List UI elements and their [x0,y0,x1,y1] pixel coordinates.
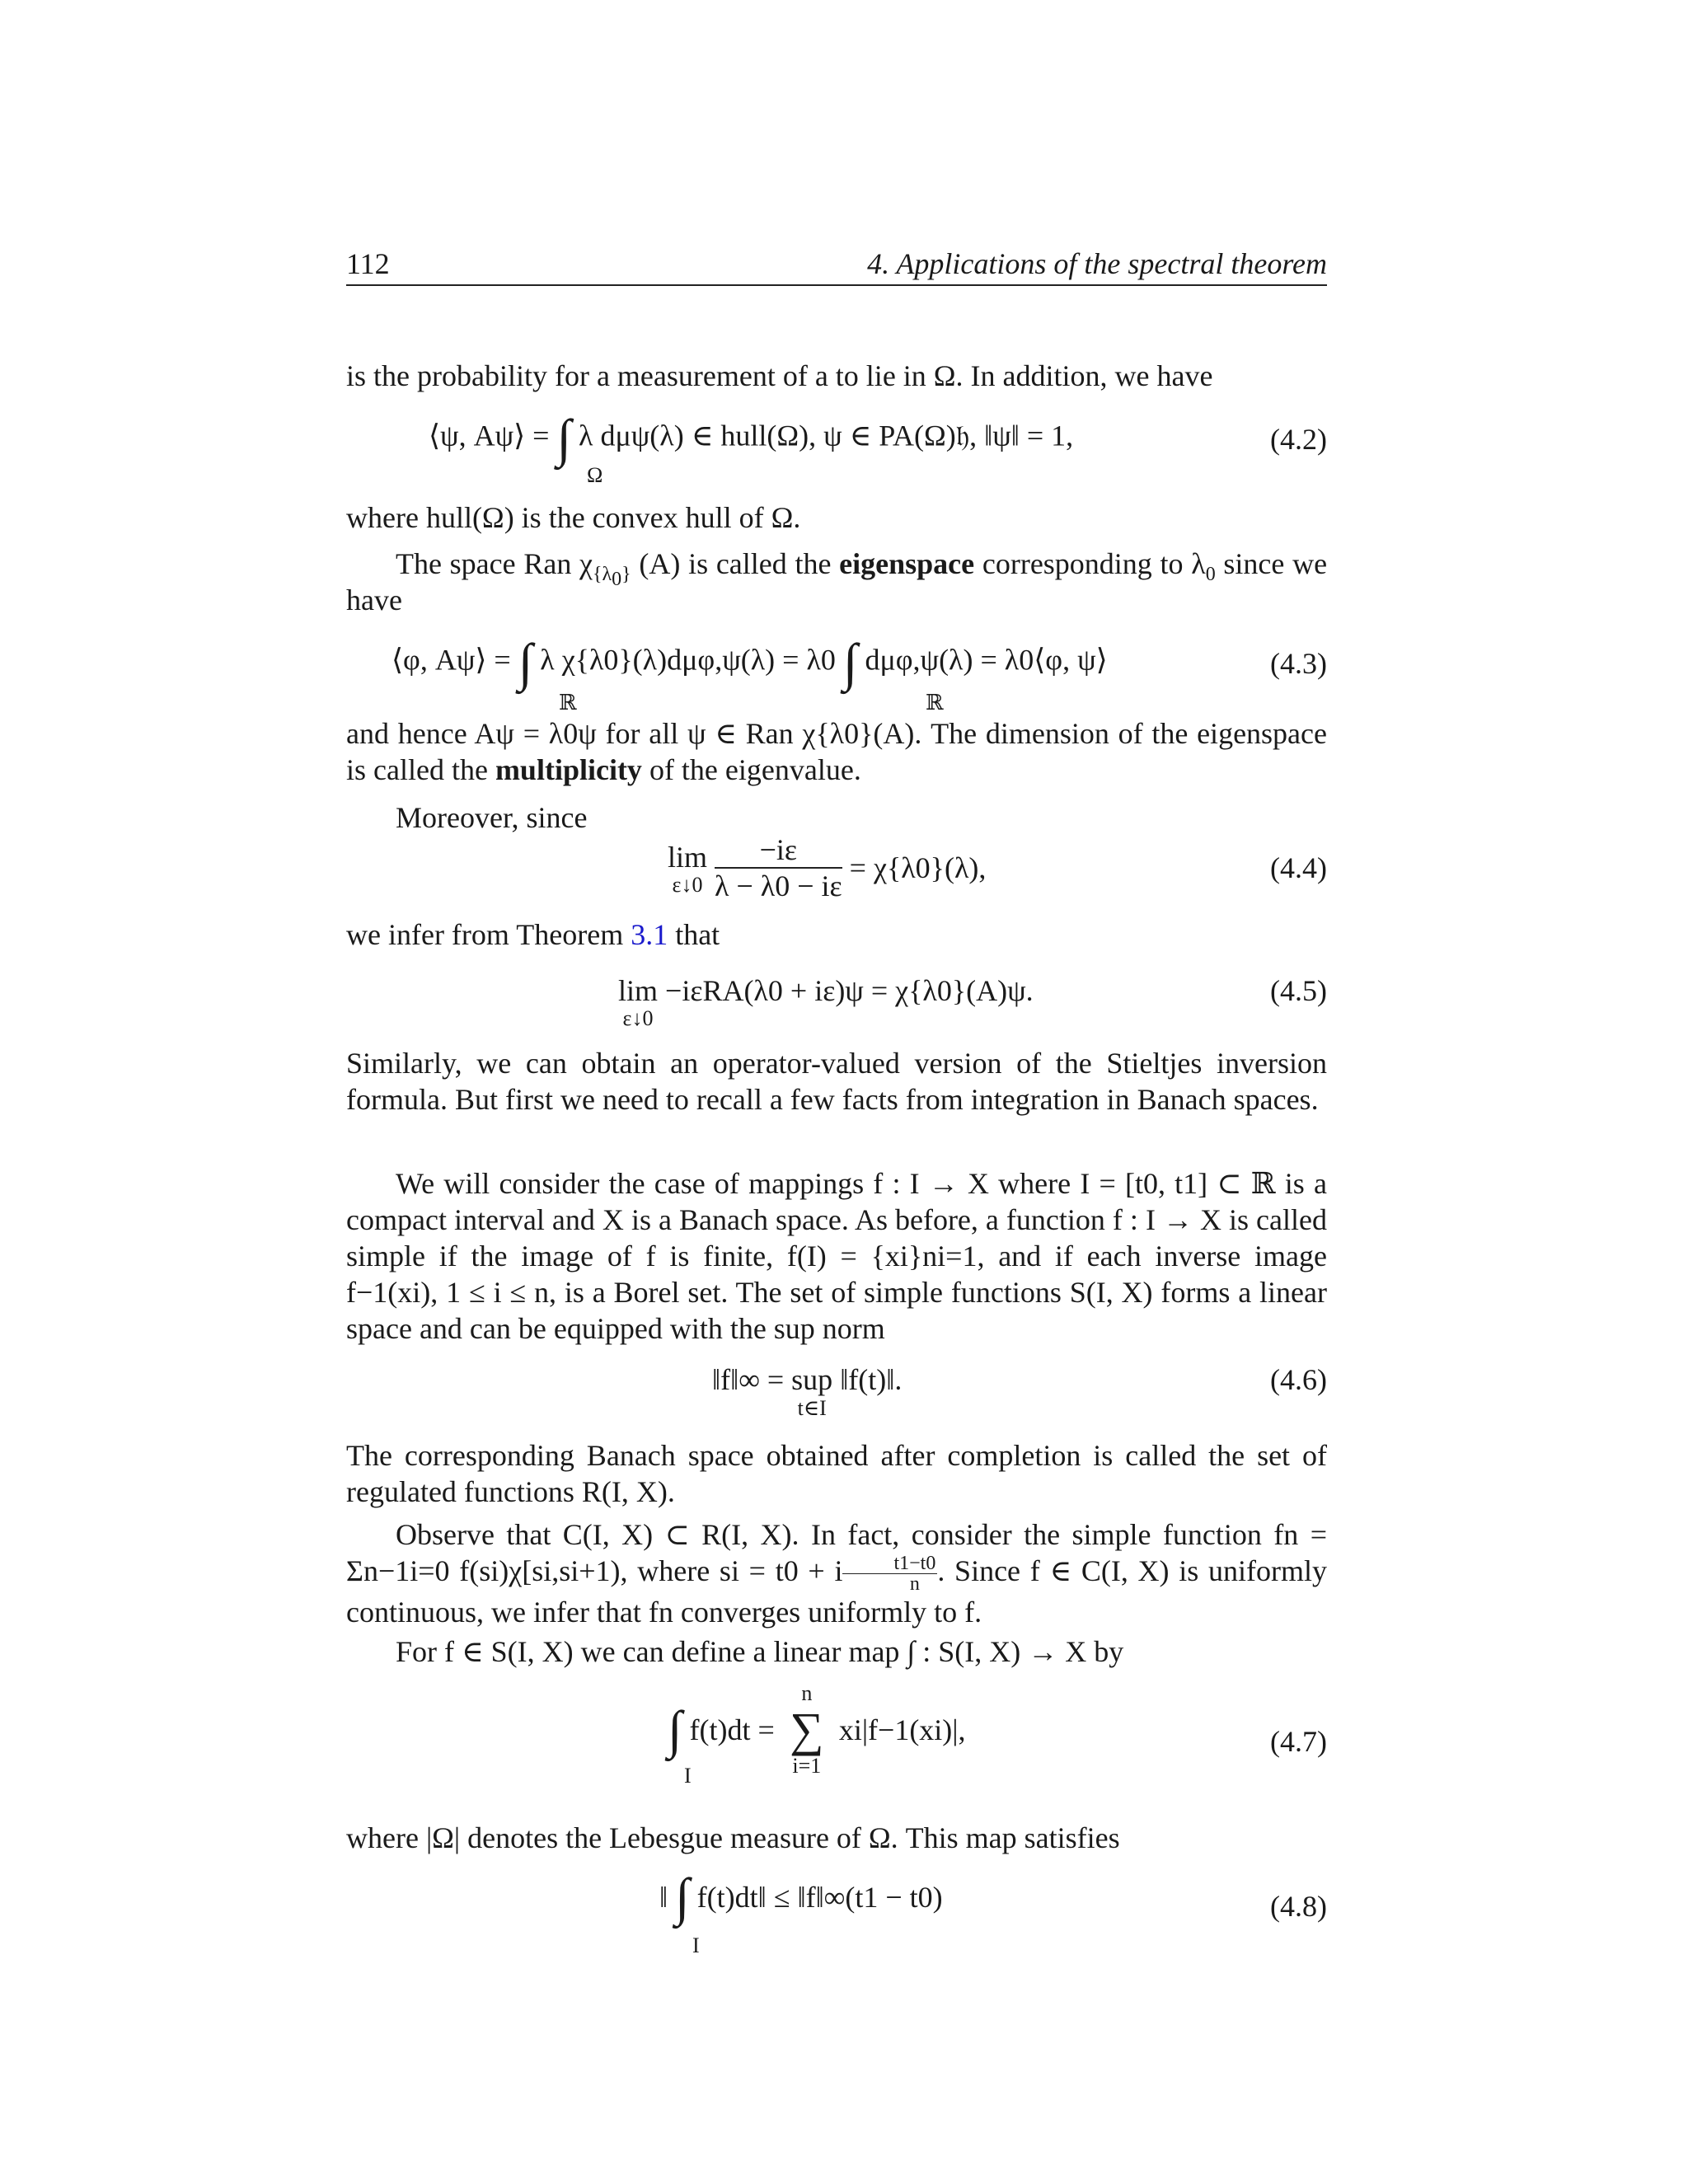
eq44-fraction [715,832,842,903]
sigma-symbol: ∑ [790,1703,824,1756]
integral-sign: ∫ [668,1700,682,1759]
paragraph-12: where |Ω| denotes the Lebesgue measure of Ω. This map satisfies [346,1821,1120,1854]
header-rule [346,284,1327,286]
p10-fraction [842,1554,937,1594]
equation-number: (4.3) [1270,647,1327,680]
p10-frac-den: n [909,1573,920,1596]
paragraph-6 [346,916,1327,953]
p3-text-c: corresponding to λ [982,547,1206,580]
equation-4-7 [346,1681,1327,1805]
equation-number: (4.2) [1270,423,1327,456]
eq42-lhs: ⟨ψ, Aψ⟩ = [429,419,550,452]
equation-4-4 [346,832,1327,923]
running-head [346,243,1327,284]
integral-sign: ∫ [675,1868,690,1926]
p3-text-b: (A) is called the [639,547,832,580]
eq47-rhs: xi|f−1(xi)|, [838,1713,966,1746]
p3-text-d: since we have [346,547,1328,616]
eq48-integral-domain: I [692,1933,700,1957]
sum-upper-limit: n [801,1681,813,1705]
p3-text-a: The space Ran χ [396,547,593,580]
eq46-sup: sup [791,1363,833,1396]
equation-number: (4.4) [1270,851,1327,884]
eq44-lim-sub: ε↓0 [672,873,703,897]
eq42-rhs: λ dμψ(λ) ∈ hull(Ω), ψ ∈ PA(Ω)𝔥, ‖ψ‖ = 1, [579,419,1074,452]
paragraph-4 [346,715,1327,788]
paragraph-3: The space Ran $\chi_{\{\lambda_0\}}$ (A) is called the eigenspace corresponding to $\lambda_0$ since we have [346,547,1328,616]
eq46-rhs: ‖f(t)‖. [840,1363,903,1396]
eq44-lim: lim [668,841,708,874]
eq44-rhs: = χ{λ0}(λ), [849,851,987,884]
equation-number: (4.5) [1270,974,1327,1007]
eq45-body: −iεRA(λ0 + iε)ψ = χ{λ0}(A)ψ. [665,974,1034,1007]
paragraph-11: For f ∈ S(I, X) we can define a linear map ∫ : S(I, X) → X by [396,1635,1124,1668]
eq45-lim: lim [618,974,659,1007]
p4-text-b: of the eigenvalue. [649,753,861,786]
eq46-sup-sub: t∈I [797,1396,827,1420]
eq43-mid: λ χ{λ0}(λ)dμφ,ψ(λ) = λ0 [540,643,836,677]
paragraph-9: The corresponding Banach space obtained after completion is called the set of regulated functions R(I, X). [346,1439,1327,1508]
theorem-link[interactable]: 3.1 [631,918,668,951]
eq43-integral-domain-2: ℝ [926,691,944,715]
integral-sign: ∫ [556,409,571,467]
book-page [346,0,1327,2184]
p4-text-a: and hence Aψ = λ0ψ for all ψ ∈ Ran χ{λ0}(A). The dimension of the eigenspace is called the [346,717,1327,786]
equation-4-2 [346,404,1327,486]
p6-text-b: that [675,918,720,951]
equation-4-3 [346,626,1327,717]
eq45-lim-sub: ε↓0 [622,1006,654,1030]
chapter-title: 4. Applications of the spectral theorem [867,247,1327,280]
equation-number: (4.6) [1270,1363,1327,1396]
paragraph-10 [346,1516,1327,1630]
p10-text-a: Observe that C(I, X) ⊂ R(I, X). In fact, consider the simple function fn = Σn−1i=0 f(si)χ[si,si+1), where si = t0 + i [346,1518,1327,1587]
paragraph-1: is the probability for a measurement of a to lie in Ω. In addition, we have [346,359,1213,392]
paragraph-7: Similarly, we can obtain an operator-valued version of the Stieltjes inversion formula. But first we need to recall a few facts from integration in Banach spaces. [346,1047,1327,1116]
eq48-body: f(t)dt‖ ≤ ‖f‖∞(t1 − t0) [696,1881,943,1914]
eq47-integral-domain: I [684,1764,692,1788]
p10-frac-num: t1−t0 [842,1554,937,1574]
p6-text-a: we infer from Theorem [346,918,624,951]
eq42-integral-domain: Ω [587,463,603,487]
equation-4-6 [346,1361,1327,1427]
summation [782,1681,832,1779]
paragraph-5: Moreover, since [396,801,588,834]
paragraph-8: We will consider the case of mappings f : I → X where I = [t0, t1] ⊂ ℝ is a compact interval and X is a Banach space. As before, a function f : I → X is called simple if the image of f is finite, f(I) = {xi}ni=1, and if each inverse image f−1(xi), 1 ≤ i ≤ n, is a Borel set. The set of simple functions S(I, X) forms a linear space and can be equipped with the sup norm [346,1167,1327,1345]
eq47-lhs: f(t)dt = [689,1713,775,1746]
paragraph-2: where hull(Ω) is the convex hull of Ω. [346,501,801,534]
equation-4-5 [346,972,1327,1038]
eq44-denominator: λ − λ0 − iε [715,869,842,902]
equation-number: (4.8) [1270,1890,1327,1923]
page-number: 112 [346,247,390,280]
eq43-integral-domain-1: ℝ [559,691,577,715]
p10-text-b: . Since f ∈ C(I, X) is uniformly continuous, we infer that fn converges uniformly to f. [346,1554,1327,1629]
equation-number: (4.7) [1270,1725,1327,1758]
eq43-rhs: dμφ,ψ(λ) = λ0⟨φ, ψ⟩ [865,643,1108,677]
term-eigenspace: eigenspace [839,547,975,580]
term-multiplicity: multiplicity [495,753,642,786]
sum-lower-limit: i=1 [792,1754,822,1778]
integral-sign: ∫ [518,633,533,691]
eq43-lhs: ⟨φ, Aψ⟩ = [392,643,511,677]
equation-4-8 [346,1868,1327,1961]
eq46-lhs: ‖f‖∞ = [712,1363,785,1396]
eq48-pre: ‖ [659,1881,668,1914]
eq44-numerator: −iε [715,832,842,869]
integral-sign: ∫ [842,633,858,691]
